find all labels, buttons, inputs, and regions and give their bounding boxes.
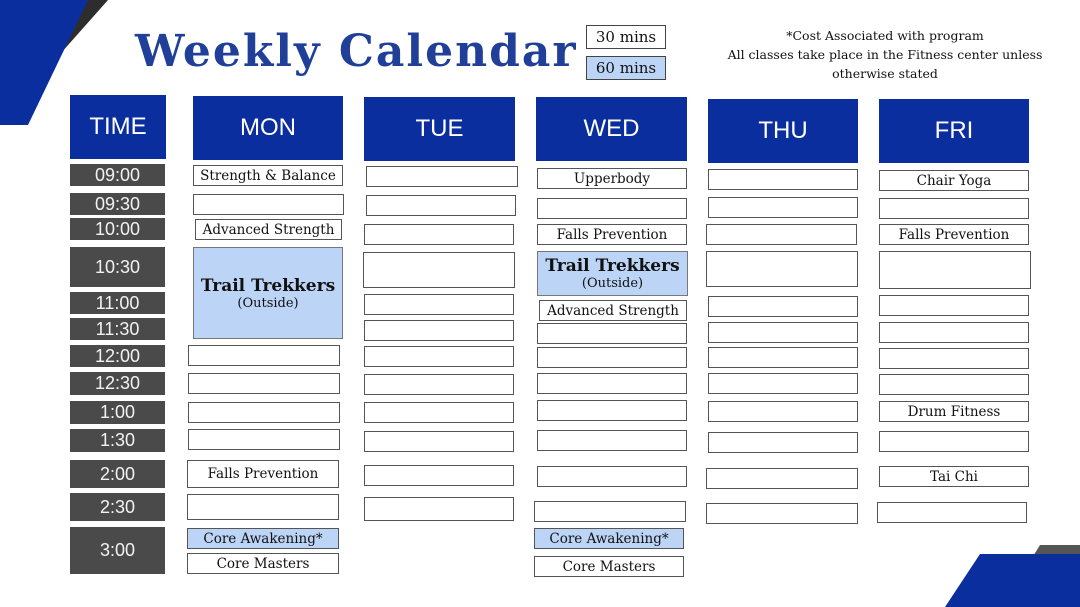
corner-decoration-bottom-right [940, 540, 1080, 607]
wed-slot-empty[interactable] [537, 373, 687, 394]
legend-30-mins: 30 mins [586, 25, 666, 49]
mon-slot-empty[interactable] [188, 402, 340, 423]
header-thu: THU [708, 99, 858, 163]
mon-class-trail-trekkers[interactable] [193, 247, 343, 339]
note-line-2: All classes take place in the Fitness center unless [727, 47, 1043, 62]
wed-slot-empty[interactable] [537, 198, 687, 219]
note-line-1: *Cost Associated with program [786, 28, 984, 43]
wed-class-core-awakening[interactable]: Core Awakening* [534, 528, 684, 549]
header-mon: MON [193, 96, 343, 160]
wed-class-trail-trekkers[interactable] [537, 251, 688, 296]
mon-class-0900[interactable]: Strength & Balance [193, 165, 343, 186]
wed-slot-empty[interactable] [537, 430, 687, 451]
tue-slot-empty[interactable] [364, 346, 514, 367]
class-location: (Outside) [237, 295, 299, 311]
mon-class-1000[interactable]: Advanced Strength [195, 219, 342, 240]
class-location: (Outside) [581, 276, 644, 291]
fri-class-0100[interactable]: Drum Fitness [879, 401, 1029, 422]
tue-slot-empty[interactable] [364, 402, 514, 423]
wed-class-0900[interactable]: Upperbody [537, 168, 687, 189]
mon-class-core-masters[interactable]: Core Masters [187, 553, 339, 574]
mon-slot-empty[interactable] [188, 345, 340, 366]
thu-slot-empty[interactable] [706, 251, 858, 287]
header-time: TIME [70, 95, 166, 159]
fri-slot-empty[interactable] [879, 251, 1031, 289]
fri-slot-empty[interactable] [879, 295, 1029, 316]
wed-slot-empty[interactable] [534, 501, 686, 522]
thu-slot-empty[interactable] [708, 432, 858, 453]
wed-slot-empty[interactable] [537, 323, 687, 344]
time-slot: 1:00 [70, 401, 165, 424]
time-slot: 09:30 [70, 193, 165, 215]
tue-slot-empty[interactable] [366, 195, 516, 216]
mon-class-core-awakening[interactable]: Core Awakening* [187, 528, 339, 549]
thu-slot-empty[interactable] [706, 468, 858, 489]
thu-slot-empty[interactable] [708, 296, 858, 317]
mon-class-0200[interactable]: Falls Prevention [187, 460, 339, 488]
tue-slot-empty[interactable] [366, 166, 518, 187]
thu-slot-empty[interactable] [706, 503, 858, 524]
tue-slot-empty[interactable] [363, 252, 515, 288]
legend-60-mins: 60 mins [586, 56, 666, 80]
time-slot: 3:00 [70, 527, 165, 574]
header-tue: TUE [364, 97, 515, 161]
fri-slot-empty[interactable] [879, 348, 1029, 369]
fri-slot-empty[interactable] [879, 198, 1029, 219]
thu-slot-empty[interactable] [708, 322, 858, 343]
note-line-3: otherwise stated [832, 66, 938, 81]
time-slot: 10:30 [70, 247, 165, 287]
thu-slot-empty[interactable] [708, 401, 858, 422]
wed-class-1000[interactable]: Falls Prevention [537, 224, 687, 245]
fri-slot-empty[interactable] [879, 431, 1029, 452]
fri-class-1000[interactable]: Falls Prevention [879, 224, 1029, 245]
time-slot: 2:30 [70, 493, 165, 521]
mon-slot-empty[interactable] [187, 494, 339, 520]
time-slot: 11:30 [70, 318, 165, 340]
fri-slot-empty[interactable] [877, 502, 1027, 523]
thu-slot-empty[interactable] [706, 224, 857, 245]
thu-slot-empty[interactable] [708, 373, 858, 394]
tue-slot-empty[interactable] [364, 465, 514, 486]
tue-slot-empty[interactable] [364, 431, 514, 452]
time-slot: 10:00 [70, 218, 165, 240]
fri-slot-empty[interactable] [879, 374, 1029, 395]
fri-slot-empty[interactable] [879, 322, 1029, 343]
header-wed: WED [536, 97, 687, 161]
thu-slot-empty[interactable] [708, 169, 858, 190]
time-slot: 1:30 [70, 429, 165, 452]
wed-class-core-masters[interactable]: Core Masters [534, 556, 684, 577]
info-note [700, 26, 1070, 83]
thu-slot-empty[interactable] [708, 347, 858, 368]
fri-class-0900[interactable]: Chair Yoga [879, 170, 1029, 191]
wed-class-advanced-strength[interactable]: Advanced Strength [539, 300, 687, 321]
class-name: Trail Trekkers [545, 256, 680, 276]
page-title: Weekly Calendar [135, 26, 578, 77]
header-fri: FRI [879, 99, 1029, 163]
tue-slot-empty[interactable] [364, 294, 514, 315]
time-slot: 2:00 [70, 460, 165, 488]
tue-slot-empty[interactable] [364, 320, 514, 341]
mon-slot-empty[interactable] [193, 194, 344, 215]
tue-slot-empty[interactable] [364, 497, 514, 521]
time-slot: 12:00 [70, 345, 165, 367]
wed-slot-empty[interactable] [537, 400, 687, 421]
mon-slot-empty[interactable] [188, 429, 340, 450]
mon-slot-empty[interactable] [188, 373, 340, 394]
class-name: Trail Trekkers [200, 275, 336, 296]
fri-class-0200[interactable]: Tai Chi [879, 466, 1029, 487]
tue-slot-empty[interactable] [364, 224, 514, 245]
thu-slot-empty[interactable] [708, 197, 858, 218]
wed-slot-empty[interactable] [537, 466, 687, 487]
wed-slot-empty[interactable] [537, 347, 687, 368]
time-slot: 12:30 [70, 372, 165, 395]
time-slot: 09:00 [70, 164, 165, 186]
tue-slot-empty[interactable] [364, 374, 514, 395]
time-slot: 11:00 [70, 292, 165, 314]
